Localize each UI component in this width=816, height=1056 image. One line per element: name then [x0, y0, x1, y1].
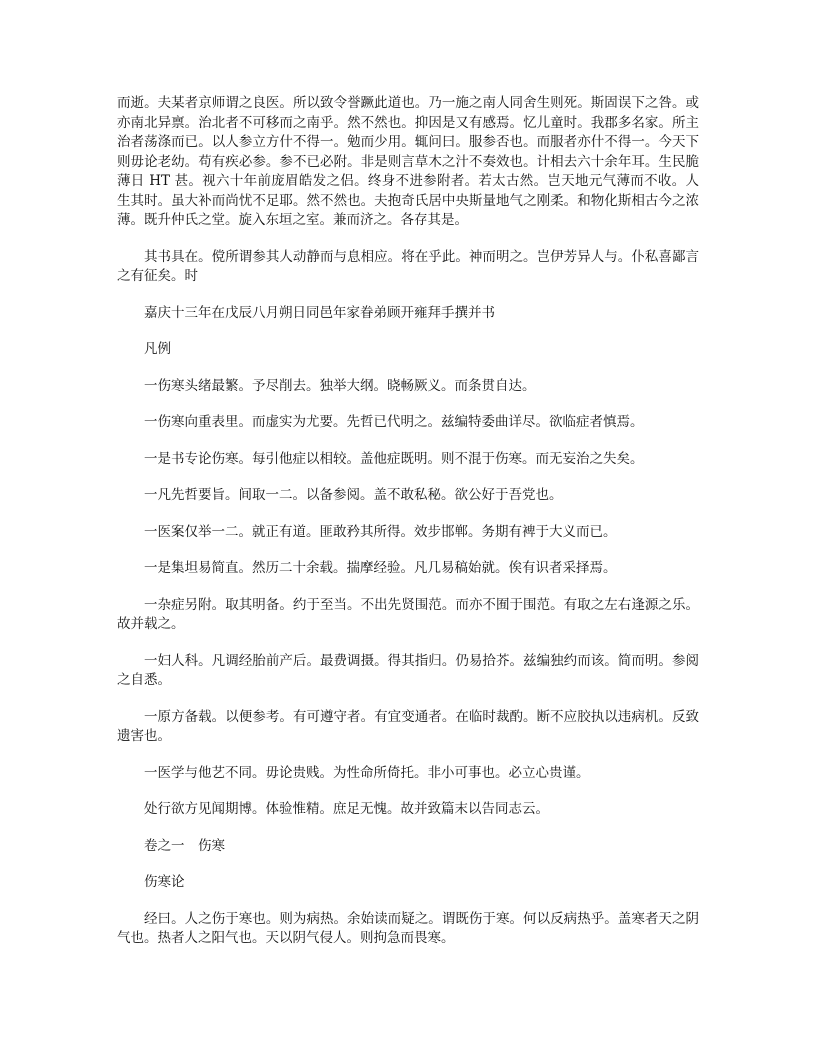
- signature-line: 嘉庆十三年在戊辰八月朔日同邑年家眷弟顾开雍拜手撰并书: [144, 304, 495, 321]
- document-page: [117, 94, 699, 966]
- list-item: 一是书专论伤寒。每引他症以相较。盖他症既明。则不混于伤寒。而无妄治之失矣。: [144, 450, 644, 467]
- chapter-heading: 卷之一 伤寒: [144, 837, 225, 854]
- text-paragraph: 经曰。人之伤于寒也。则为病热。余始读而疑之。谓既伤于寒。何以反病热乎。盖寒者天之阴气也。热者人之阳气也。天以阴气侵人。则拘急而畏寒。: [117, 910, 699, 946]
- text-paragraph: 而逝。夫某者京师谓之良医。所以致令誉蹶此道也。乃一施之南人同舍生则死。斯固误下之咎。或亦南北异禀。治北者不可移而之南乎。然不然也。抑因是又有感焉。忆儿童时。我郡多名家。所主治者荡涤而已。以人参立方什不得一。勉而少用。辄问曰。服参否也。而服者亦什不得一。今天下则毋论老幼。苟有疾必参。参不已必附。非是则言草木之汁不奏效也。计相去六十余年耳。生民脆薄日 HT 甚。视六十年前庞眉皓发之侣。终身不进参附者。若太古然。岂天地元气薄而不收。人生其时。虽大补而尚忧不足耶。然不然也。夫抱奇氏居中央斯量地气之刚柔。和物化斯相古今之浓薄。既升仲氏之堂。旋入东垣之室。兼而济之。各存其是。: [117, 95, 699, 228]
- list-item: 一伤寒头绪最繁。予尽削去。独举大纲。晓畅厥义。而条贯自达。: [144, 377, 536, 394]
- list-item: 一医学与他艺不同。毋论贵贱。为性命所倚托。非小可事也。必立心贵谨。: [144, 764, 590, 781]
- list-item: 一妇人科。凡调经胎前产后。最费调摄。得其指归。仍易拾芥。兹编独约而该。简而明。参阅之自悉。: [117, 652, 699, 688]
- list-item: 一医案仅举一二。就正有道。匪敢矜其所得。效步邯郸。务期有裨于大义而已。: [144, 523, 617, 540]
- list-item: 一凡先哲要旨。间取一二。以备参阅。盖不敢私秘。欲公好于吾党也。: [144, 487, 563, 503]
- section-heading: 伤寒论: [144, 874, 185, 890]
- list-item: 一原方备载。以便参考。有可遵守者。有宜变通者。在临时裁酌。断不应胶执以违病机。反致遗害也。: [117, 708, 699, 744]
- text-paragraph: 其书具在。傥所谓参其人动静而与息相应。将在乎此。神而明之。岂伊芳异人与。仆私喜鄙言之有征矣。时: [117, 248, 699, 284]
- list-item: 一伤寒向重表里。而虚实为尤要。先哲已代明之。兹编特委曲详尽。欲临症者慎焉。: [144, 414, 644, 430]
- list-item: 一杂症另附。取其明备。约于至当。不出先贤围范。而亦不囿于围范。有取之左右逢源之乐。故并载之。: [117, 596, 699, 632]
- text-paragraph: 处行欲方见闻期博。体验惟精。庶足无愧。故并致篇末以告同志云。: [144, 801, 549, 817]
- list-item: 一是集坦易简直。然历二十余载。揣摩经验。凡几易稿始就。俟有识者采择焉。: [144, 560, 617, 576]
- section-heading: 凡例: [144, 341, 171, 357]
